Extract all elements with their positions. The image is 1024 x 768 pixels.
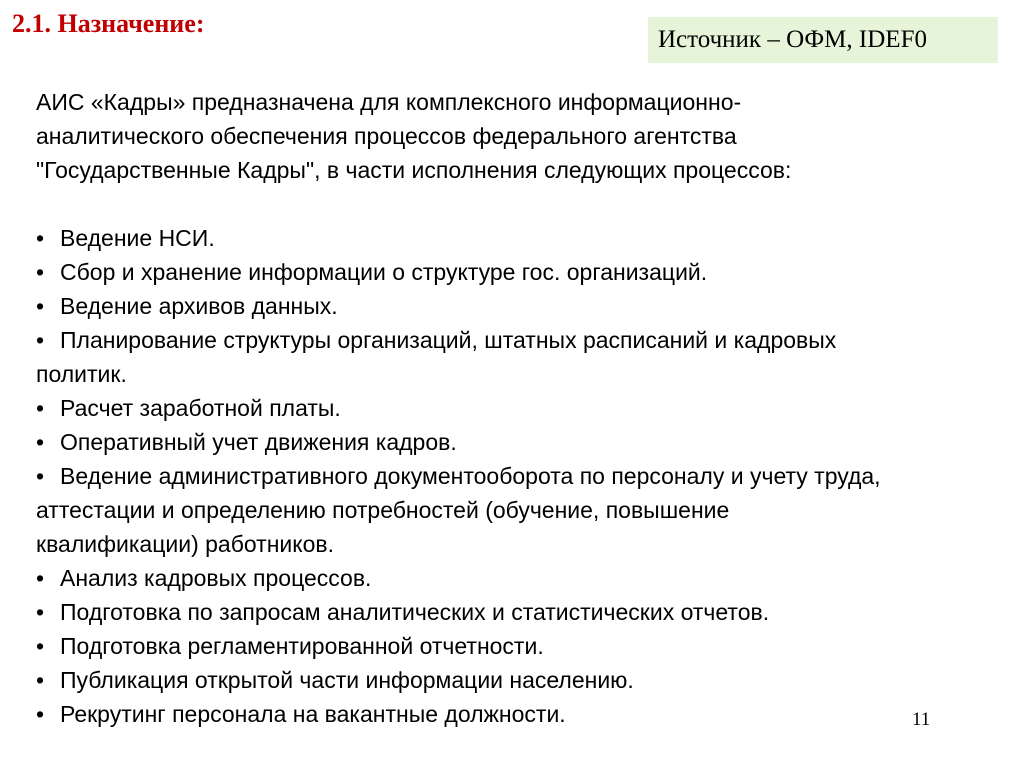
list-item-text: Подготовка по запросам аналитических и статистических отчетов. [60,599,770,625]
list-item-text: Оперативный учет движения кадров. [60,429,457,455]
bullet-icon: • [36,293,45,319]
bullet-icon: • [36,463,45,489]
page-number: 11 [912,709,931,730]
list-item [36,425,996,459]
list-item [36,595,996,629]
list-item-text: Ведение архивов данных. [60,293,338,319]
bullet-icon: • [36,599,45,625]
bullet-icon: • [36,565,45,591]
list-item-text: Расчет заработной платы. [60,395,341,421]
list-item [36,323,996,391]
list-item [36,561,996,595]
list-item [36,697,996,731]
list-item-text: Анализ кадровых процессов. [60,565,372,591]
list-item-text: Рекрутинг персонала на вакантные должности. [60,701,566,727]
list-item [36,459,996,561]
list-item [36,629,996,663]
section-title: 2.1. Назначение: [12,9,205,38]
list-item [36,255,996,289]
content [36,85,996,731]
bullet-icon: • [36,225,45,251]
list-item [36,663,996,697]
list-item-text: Ведение НСИ. [60,225,215,251]
bullet-icon: • [36,429,45,455]
list-item [36,289,996,323]
list-item [36,391,996,425]
process-list [36,221,996,731]
list-item-text: Планирование структуры организаций, штатных расписаний и кадровых политик. [36,327,837,387]
list-item [36,221,996,255]
bullet-icon: • [36,667,45,693]
list-item-text: Публикация открытой части информации населению. [60,667,634,693]
bullet-icon: • [36,259,45,285]
bullet-icon: • [36,633,45,659]
bullet-icon: • [36,327,45,353]
intro-paragraph: АИС «Кадры» предназначена для комплексного информационно- аналитического обеспечения процессов федерального агентства "Государственные Кадры", в части исполнения следующих процессов: [36,89,792,183]
list-item-text: Ведение административного документооборота по персоналу и учету труда, аттестации и определению потребностей (обучение, повышение квалификации) работников. [36,463,881,557]
list-item-text: Подготовка регламентированной отчетности. [60,633,544,659]
source-box: Источник – ОФМ, IDEF0 [648,17,998,63]
list-item-text: Сбор и хранение информации о структуре гос. организаций. [60,259,708,285]
bullet-icon: • [36,701,45,727]
bullet-icon: • [36,395,45,421]
